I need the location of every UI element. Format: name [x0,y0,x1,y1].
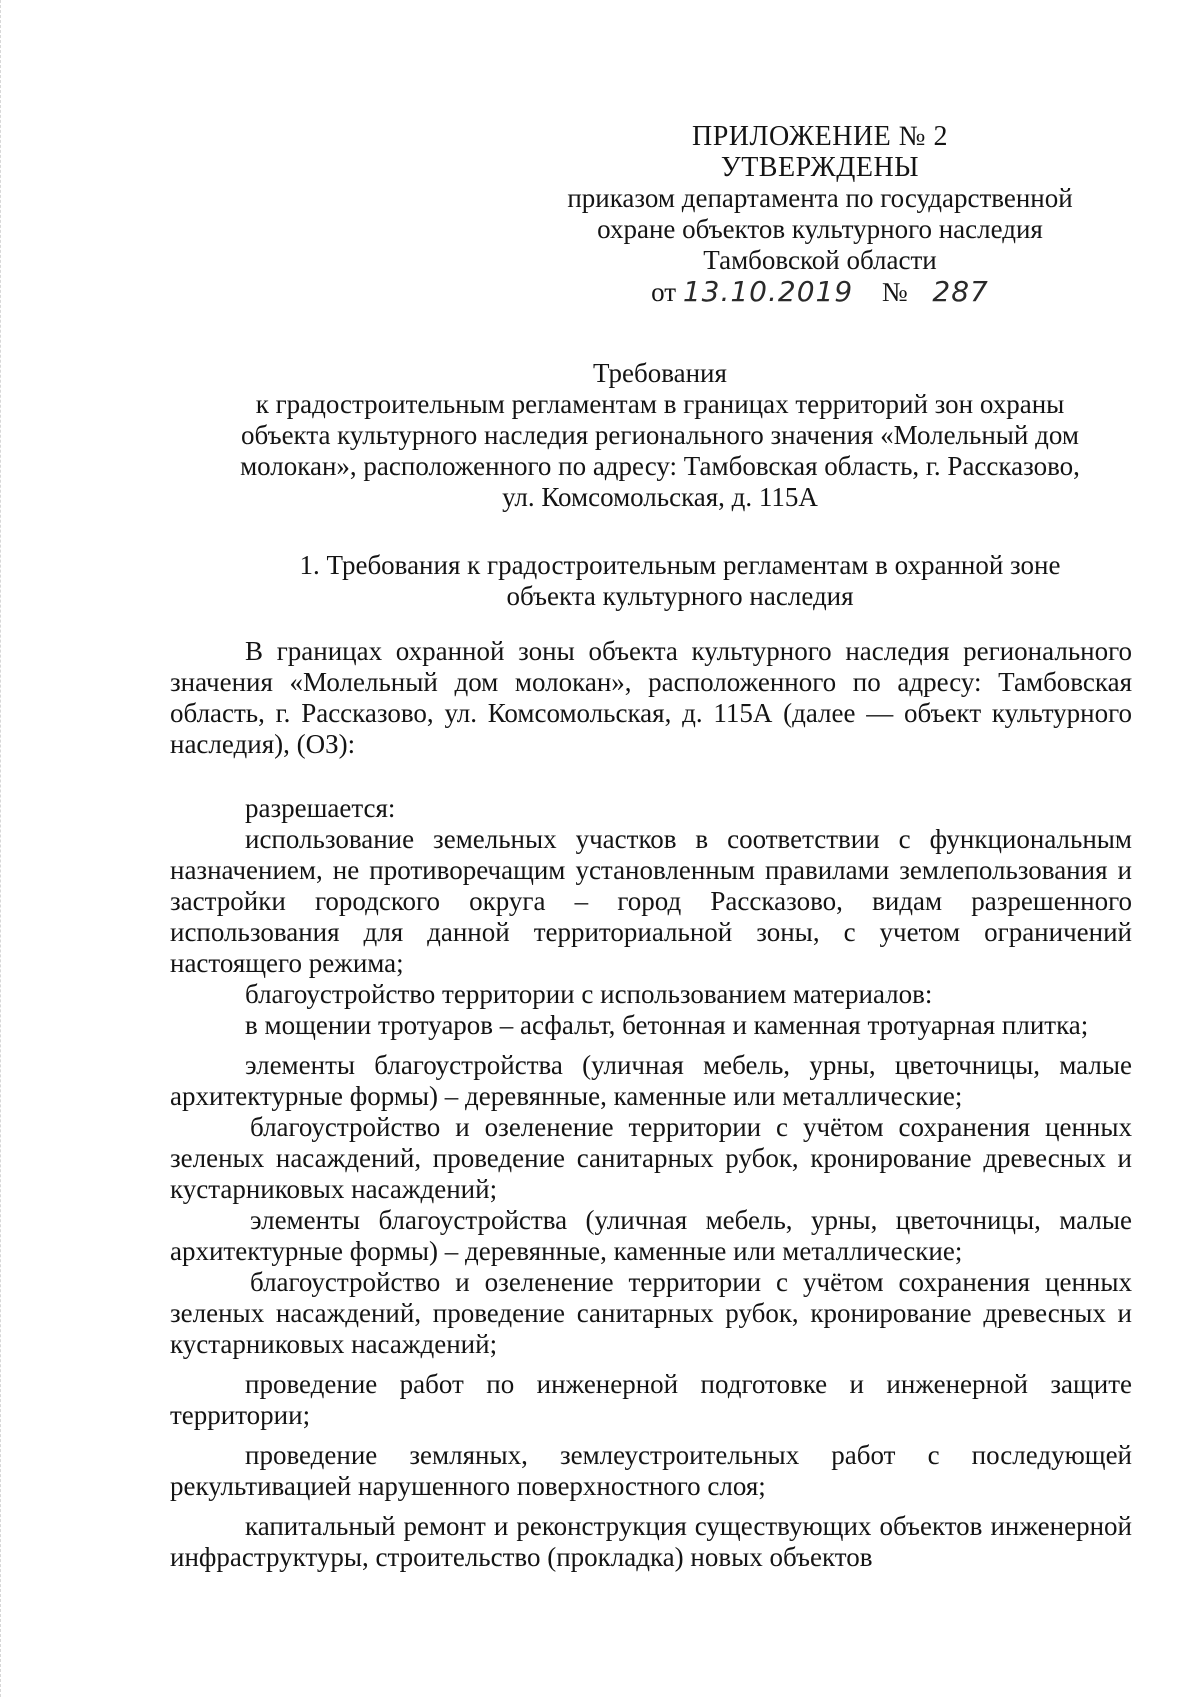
paragraph: благоустройство и озеленение территории с учётом сохранения ценных зеленых насаждений, проведение санитарных рубок, кронирование древесных и кустарниковых насаждений; [170,1112,1132,1204]
approval-line-3: Тамбовской области [703,245,937,275]
appendix-number: ПРИЛОЖЕНИЕ № 2 [692,121,948,152]
title-heading: Требования [593,358,727,388]
scan-margin [0,0,9,1697]
paragraph: благоустройство и озеленение территории с учётом сохранения ценных зеленых насаждений, проведение санитарных рубок, кронирование древесных и кустарниковых насаждений; [170,1267,1132,1359]
body-text [170,636,1132,1573]
title-line-3: молокан», расположенного по адресу: Тамбовская область, г. Рассказово, [240,451,1080,481]
approval-stamp-block [540,121,1100,308]
from-label: от [651,277,677,307]
handwritten-date: 13.10.2019 [682,275,854,308]
section-1-line-1: 1. Требования к градостроительным регламентам в охранной зоне [299,550,1061,580]
paragraph: элементы благоустройства (уличная мебель, урны, цветочницы, малые архитектурные формы) – деревянные, каменные или металлические; [170,1050,1132,1111]
paragraph: использование земельных участков в соответствии с функциональным назначением, не противоречащим установленным правилами землепользования и застройки городского округа – город Рассказово, видам разрешенного использования для данной территориальной зоны, с учетом ограничений настоящего режима; [170,824,1132,978]
handwritten-number: 287 [932,275,989,308]
paragraph: капитальный ремонт и реконструкция существующих объектов инженерной инфраструктуры, строительство (прокладка) новых объектов [170,1511,1132,1572]
section-1-line-2: объекта культурного наследия [506,581,854,611]
paragraph: В границах охранной зоны объекта культурного наследия регионального значения «Молельный дом молокан», расположенного по адресу: Тамбовская область, г. Рассказово, ул. Комсомольская, д. 115А (далее — объект культурного наследия), (ОЗ): [170,636,1132,759]
approval-line-1: приказом департамента по государственной [567,183,1073,213]
paragraph: в мощении тротуаров – асфальт, бетонная и каменная тротуарная плитка; [245,1010,1089,1040]
number-label: № [881,277,908,307]
paragraph: разрешается: [245,793,396,823]
approval-line-2: охране объектов культурного наследия [597,214,1043,244]
section-1-title [260,550,1100,612]
paragraph: проведение работ по инженерной подготовке и инженерной защите территории; [170,1369,1132,1430]
paragraph: элементы благоустройства (уличная мебель, урны, цветочницы, малые архитектурные формы) – деревянные, каменные или металлические; [170,1205,1132,1266]
title-line-2: объекта культурного наследия регионального значения «Молельный дом [241,420,1079,450]
title-line-1: к градостроительным регламентам в границах территорий зон охраны [255,389,1065,419]
title-line-4: ул. Комсомольская, д. 115А [502,482,818,512]
paragraph: проведение земляных, землеустроительных работ с последующей рекультивацией нарушенного поверхностного слоя; [170,1440,1132,1501]
paragraph: благоустройство территории с использованием материалов: [245,979,933,1009]
document-title [200,358,1120,513]
approved-label: УТВЕРЖДЕНЫ [720,152,920,183]
order-date-number [540,276,1100,308]
